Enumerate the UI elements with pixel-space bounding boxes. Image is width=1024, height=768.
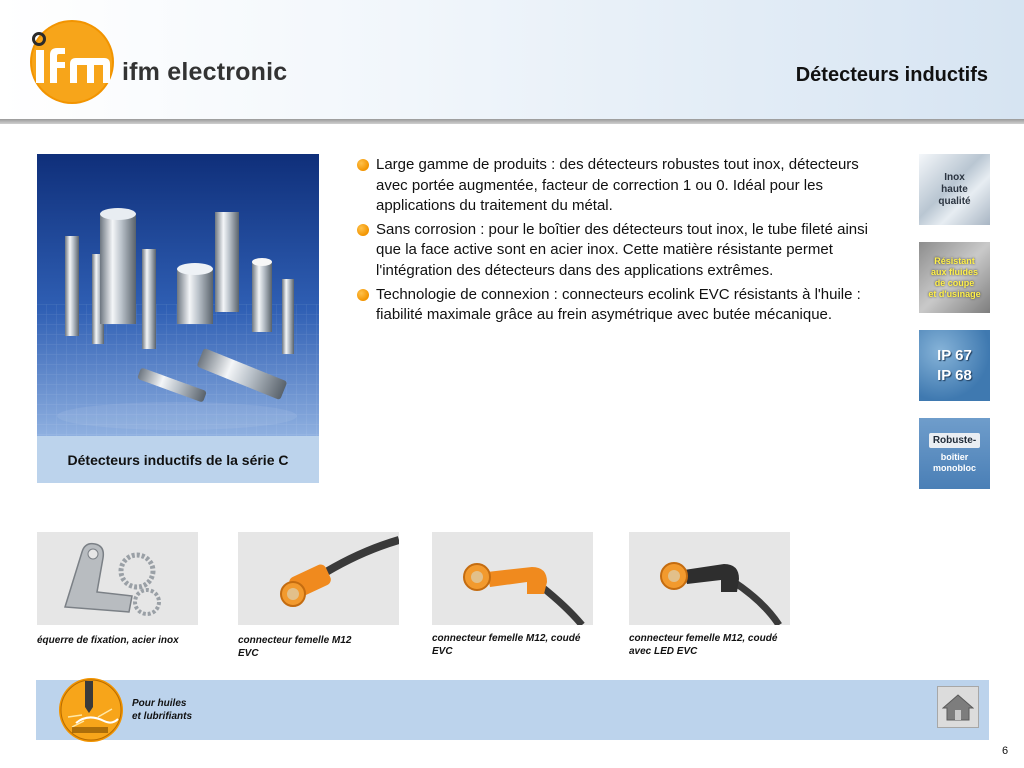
accessory-image-connector-angled bbox=[432, 532, 593, 625]
bullet-icon bbox=[357, 289, 369, 301]
accessory-image-bracket bbox=[37, 532, 198, 625]
drill-oil-icon bbox=[58, 677, 124, 743]
badge-robuste bbox=[919, 418, 990, 489]
photo-caption: Détecteurs inductifs de la série C bbox=[67, 451, 289, 468]
accessory-label-line: connecteur femelle M12, coudé bbox=[629, 633, 778, 644]
feature-text: Technologie de connexion : connecteurs ecolink EVC résistants à l'huile : fiabilité maximale grâce au frein asymétrique avec butée mécanique. bbox=[376, 285, 861, 324]
feature-text: Sans corrosion : pour le boîtier des détecteurs tout inox, le tube fileté ainsi que la face active sont en acier inox. Cette matière résistante permet l'intégration des détecteurs dans des applications extrêmes. bbox=[376, 220, 868, 279]
badge-inox-line: Inox bbox=[944, 171, 965, 183]
accessory-label bbox=[238, 634, 351, 660]
footer-note-line: Pour huiles bbox=[132, 698, 187, 709]
photo-caption-box bbox=[37, 436, 319, 483]
badge-fluides bbox=[919, 242, 990, 313]
badge-inox-line: haute bbox=[941, 183, 968, 195]
badge-fluides-line: aux fluides bbox=[930, 266, 978, 277]
accessory-label-line: équerre de fixation, acier inox bbox=[37, 635, 179, 646]
page-number: 6 bbox=[1002, 745, 1009, 757]
accessory-label bbox=[432, 632, 580, 658]
badge-robuste-line: boîtier bbox=[940, 452, 969, 462]
badge-fluides-line: de coupe bbox=[934, 277, 975, 288]
accessory-image-connector-straight bbox=[238, 532, 399, 625]
accessory-image-connector-angled-led bbox=[629, 532, 790, 625]
accessory-label-line: connecteur femelle M12, coudé bbox=[432, 633, 581, 644]
badge-ip-line: IP 67 bbox=[937, 346, 972, 364]
feature-list bbox=[355, 155, 880, 329]
accessory-label-line: EVC bbox=[238, 648, 259, 659]
page-title: Détecteurs inductifs bbox=[795, 64, 988, 86]
badge-inox bbox=[919, 154, 990, 225]
accessory-label-line: connecteur femelle M12 bbox=[238, 635, 352, 646]
bullet-icon bbox=[357, 159, 369, 171]
accessory-label-line: avec LED EVC bbox=[629, 646, 698, 657]
accessory-label bbox=[37, 634, 179, 647]
footer-note bbox=[132, 697, 192, 723]
badge-robuste-line: monobloc bbox=[933, 463, 976, 473]
feature-item bbox=[355, 220, 880, 282]
badge-fluides-line: Résistant bbox=[934, 255, 975, 266]
product-photo bbox=[37, 154, 319, 436]
feature-item bbox=[355, 155, 880, 217]
accessory-label-line: EVC bbox=[432, 646, 453, 657]
home-button[interactable] bbox=[937, 686, 979, 728]
badge-inox-line: qualité bbox=[938, 195, 971, 207]
brand-name: ifm electronic bbox=[122, 58, 288, 86]
accessory-label bbox=[629, 632, 777, 658]
header-divider bbox=[0, 119, 1024, 124]
home-icon bbox=[942, 692, 974, 722]
feature-item bbox=[355, 285, 880, 326]
badge-ip-line: IP 68 bbox=[937, 366, 972, 384]
badge-ip-rating bbox=[919, 330, 990, 401]
badge-robuste-title: Robuste- bbox=[929, 433, 980, 448]
footer-note-line: et lubrifiants bbox=[132, 711, 193, 722]
badge-fluides-line: et d'usinage bbox=[928, 288, 981, 299]
bullet-icon bbox=[357, 224, 369, 236]
ifm-logo bbox=[24, 18, 120, 106]
feature-text: Large gamme de produits : des détecteurs robustes tout inox, détecteurs avec portée augmentée, facteur de correction 1 ou 0. Idéal pour les applications du traitement du métal. bbox=[376, 156, 859, 215]
